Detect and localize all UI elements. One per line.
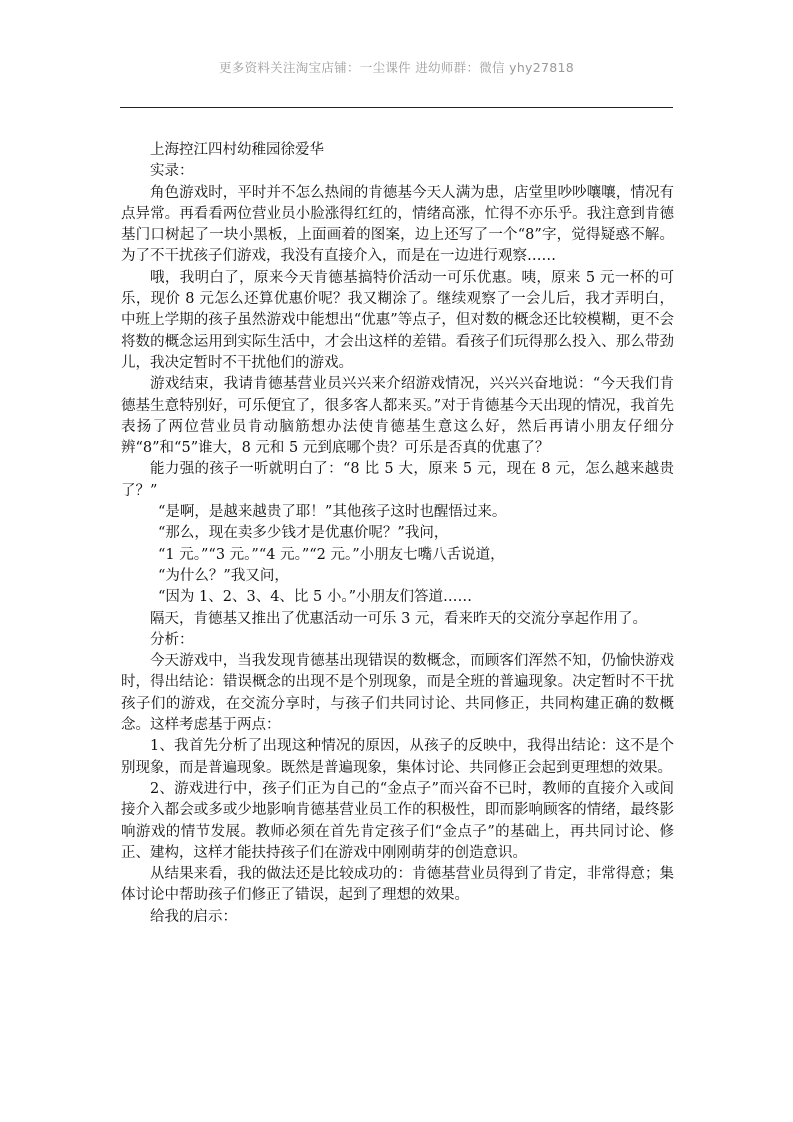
dialog-line: “因为 1、2、3、4、比 5 小。”小朋友们答道…… — [158, 589, 473, 606]
paragraph: 能力强的孩子一听就明白了：“8 比 5 大，原来 5 元，现在 8 元，怎么越来越贵了？” — [121, 461, 674, 499]
dialog-line: “那么，现在卖多少钱才是优惠价呢？”我问， — [158, 525, 449, 542]
paragraph: 隔天，肯德基又推出了优惠活动一可乐 3 元，看来昨天的交流分享起作用了。 — [150, 610, 647, 627]
page-header-notice: 更多资料关注淘宝店铺：一尘课件 进幼师群：微信 yhy27818 — [218, 60, 575, 75]
section-heading-insight: 给我的启示： — [150, 908, 237, 925]
paragraph: 从结果来看，我的做法还是比较成功的：肯德基营业员得到了肯定，非常得意；集体讨论中帮助孩子们修正了错误，起到了理想的效果。 — [121, 866, 674, 904]
section-heading-analysis: 分析： — [150, 631, 194, 648]
dialog-line: “是啊，是越来越贵了耶！”其他孩子这时也醒悟过来。 — [158, 504, 507, 521]
paragraph: 游戏结束，我请肯德基营业员兴兴来介绍游戏情况，兴兴兴奋地说：“今天我们肯德基生意特别好，可乐便宜了，很多客人都来买。”对于肯德基今天出现的情况，我首先表扬了两位营业员肯动脑筋想办法使肯德基生意这么好，然后再请小朋友仔细分辨“8”和“5”谁大，8 元和 5 元到底哪个贵？可乐是否真的优惠了？ — [121, 376, 674, 457]
paragraph: 角色游戏时，平时并不怎么热闹的肯德基今天人满为患，店堂里吵吵嚷嚷，情况有点异常。再看看两位营业员小脸涨得红红的，情绪高涨，忙得不亦乐乎。我注意到肯德基门口树起了一块小黑板，上面画着的图案，边上还写了一个“8”字，觉得疑惑不解。为了不干扰孩子们游戏，我没有直接介入，而是在一边进行观察…… — [121, 184, 674, 265]
header-divider — [120, 107, 673, 108]
dialog-line: “为什么？”我又问， — [158, 567, 289, 584]
dialog-line: “1 元。”“3 元。”“4 元。”“2 元。”小朋友七嘴八舌说道， — [158, 546, 505, 563]
paragraph: 今天游戏中，当我发现肯德基出现错误的数概念，而顾客们浑然不知，仍愉快游戏时，得出结论：错误概念的出现不是个别现象，而是全班的普遍现象。决定暂时不干扰孩子们的游戏，在交流分享时，与孩子们共同讨论、共同修正，共同构建正确的数概念。这样考虑基于两点： — [121, 653, 674, 734]
numbered-point: 1、我首先分析了出现这种情况的原因，从孩子的反映中，我得出结论：这不是个别现象，而是普遍现象。既然是普遍现象，集体讨论、共同修正会起到更理想的效果。 — [121, 738, 674, 776]
paragraph: 哦，我明白了，原来今天肯德基搞特价活动一可乐优惠。咦，原来 5 元一杯的可乐，现价 8 元怎么还算优惠价呢？我又糊涂了。继续观察了一会儿后，我才弄明白，中班上学期的孩子虽然游戏中能想出“优惠”等点子，但对数的概念还比较模糊，更不会将数的概念运用到实际生活中，才会出这样的差错。看孩子们玩得那么投入、那么带劲儿，我决定暂时不干扰他们的游戏。 — [121, 269, 674, 371]
document-body — [121, 140, 674, 928]
section-heading-record: 实录： — [150, 163, 194, 180]
author-line: 上海控江四村幼稚园徐爱华 — [150, 142, 324, 158]
numbered-point: 2、游戏进行中，孩子们正为自己的“金点子”而兴奋不已时，教师的直接介入或间接介入都会或多或少地影响肯德基营业员工作的积极性，即而影响顾客的情绪，最终影响游戏的情节发展。教师必须在首先肯定孩子们“金点子”的基础上，再共同讨论、修正、建构，这样才能扶持孩子们在游戏中刚刚萌芽的创造意识。 — [121, 780, 674, 861]
